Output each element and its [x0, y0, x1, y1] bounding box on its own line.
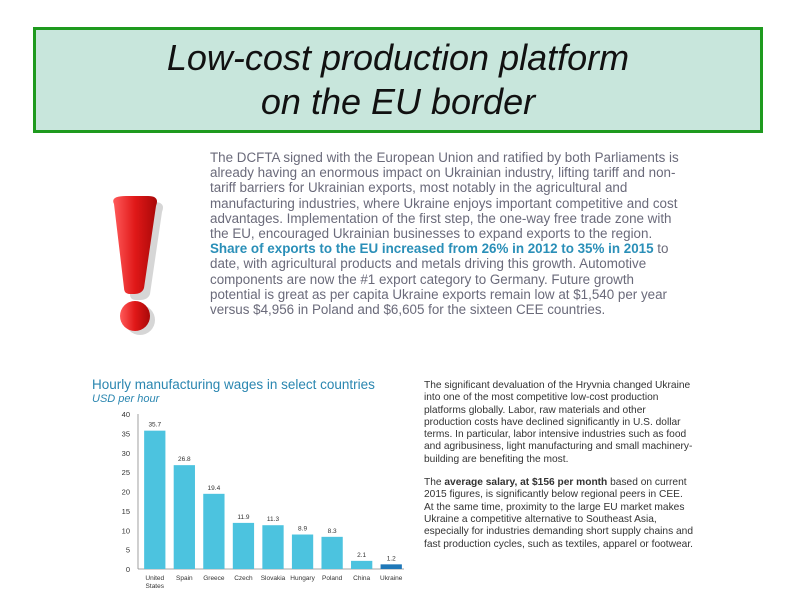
bar-united-states: [144, 431, 165, 569]
wage-bar-chart: [92, 404, 412, 600]
bar-value-label: 11.3: [266, 516, 280, 524]
category-label: China: [353, 575, 371, 582]
y-tick-label: 10: [121, 526, 130, 536]
y-tick-label: 15: [121, 506, 130, 516]
slide-title-line-1: Low-cost production platform: [166, 37, 630, 78]
bar-value-label: 19.4: [207, 484, 221, 492]
bar-value-label: 35.7: [148, 421, 162, 429]
chart-subtitle: USD per hour: [92, 393, 160, 405]
bar-czech: [233, 523, 254, 569]
bar-value-label: 2.1: [357, 551, 367, 559]
intro-paragraph: [210, 150, 680, 317]
salary-text-pre: The: [424, 477, 445, 489]
salary-text-post: based on current 2015 figures, is significantly below regional peers in CEE. At the same time, proximity to the large EU market makes Ukraine a competitive alternative to Southeast Asia, especially for industries demanding short supply chains and fast production cycles, such as textiles, apparel or footwear.: [424, 477, 693, 550]
category-label: Hungary: [290, 575, 315, 582]
bar-poland: [321, 537, 342, 569]
bar-value-label: 11.9: [237, 513, 250, 521]
intro-highlight: Share of exports to the EU increased from 26% in 2012 to 35% in 2015: [210, 241, 654, 257]
bar-value-label: 8.9: [298, 525, 308, 533]
y-tick-label: 0: [125, 565, 130, 574]
devaluation-paragraph: The significant devaluation of the Hryvnia changed Ukraine into one of the most competitive low-cost production platforms globally. Labor, raw materials and other production costs have declined significantly in U.S. dollar terms. In particular, labor intensive industries such as food and agribusiness, light manufacturing and small machinery-building are benefiting the most.: [424, 380, 693, 465]
bar-value-label: 1.2: [386, 555, 396, 563]
y-tick-label: 35: [121, 429, 130, 439]
category-label: Slovakia: [260, 575, 286, 582]
bar-slovakia: [262, 525, 283, 569]
intro-text-2: to date, with agricultural products and metals driving this growth. Automotive components are now the #1 export category to Germany. Future growth potential is great as per capita Ukraine exports remain low at $1,540 per year versus $4,956 in Poland and $6,605 for the sixteen CEE countries.: [210, 241, 669, 318]
right-column-text: [424, 380, 694, 562]
bar-ukraine: [381, 564, 402, 569]
y-tick-label: 20: [121, 487, 130, 497]
y-tick-label: 5: [125, 545, 130, 555]
title-box: [33, 27, 763, 133]
salary-paragraph: [424, 477, 694, 551]
y-tick-label: 40: [121, 410, 130, 419]
category-label: Greece: [203, 575, 225, 582]
y-tick-label: 25: [121, 468, 130, 478]
intro-text-1: The DCFTA signed with the European Union and ratified by both Parliaments is already having an enormous impact on Ukrainian industry, lifting tariff and non-tariff barriers for Ukrainian exports, most notably in the agricultural and manufacturing industries, where Ukraine enjoys important competitive and cost advantages. Implementation of the first step, the one-way free trade zone with the EU, encouraged Ukrainian businesses to expand exports to the region.: [210, 150, 679, 242]
bar-spain: [174, 465, 195, 569]
slide-title-line-2: on the EU border: [260, 81, 536, 122]
category-label: States: [145, 583, 164, 590]
category-label: Ukraine: [380, 575, 403, 582]
bar-value-label: 8.3: [327, 527, 337, 535]
category-label: Poland: [321, 575, 343, 582]
category-label: Spain: [176, 575, 193, 582]
bar-china: [351, 561, 372, 569]
bar-greece: [203, 494, 224, 569]
salary-bold: average salary, at $156 per month: [444, 477, 608, 489]
bar-hungary: [292, 535, 313, 569]
y-tick-label: 30: [121, 448, 130, 458]
category-label: Czech: [234, 575, 253, 582]
exclamation-icon: [96, 190, 176, 340]
category-label: United: [145, 575, 165, 582]
chart-title: Hourly manufacturing wages in select countries: [92, 377, 375, 392]
bar-value-label: 26.8: [178, 456, 191, 464]
